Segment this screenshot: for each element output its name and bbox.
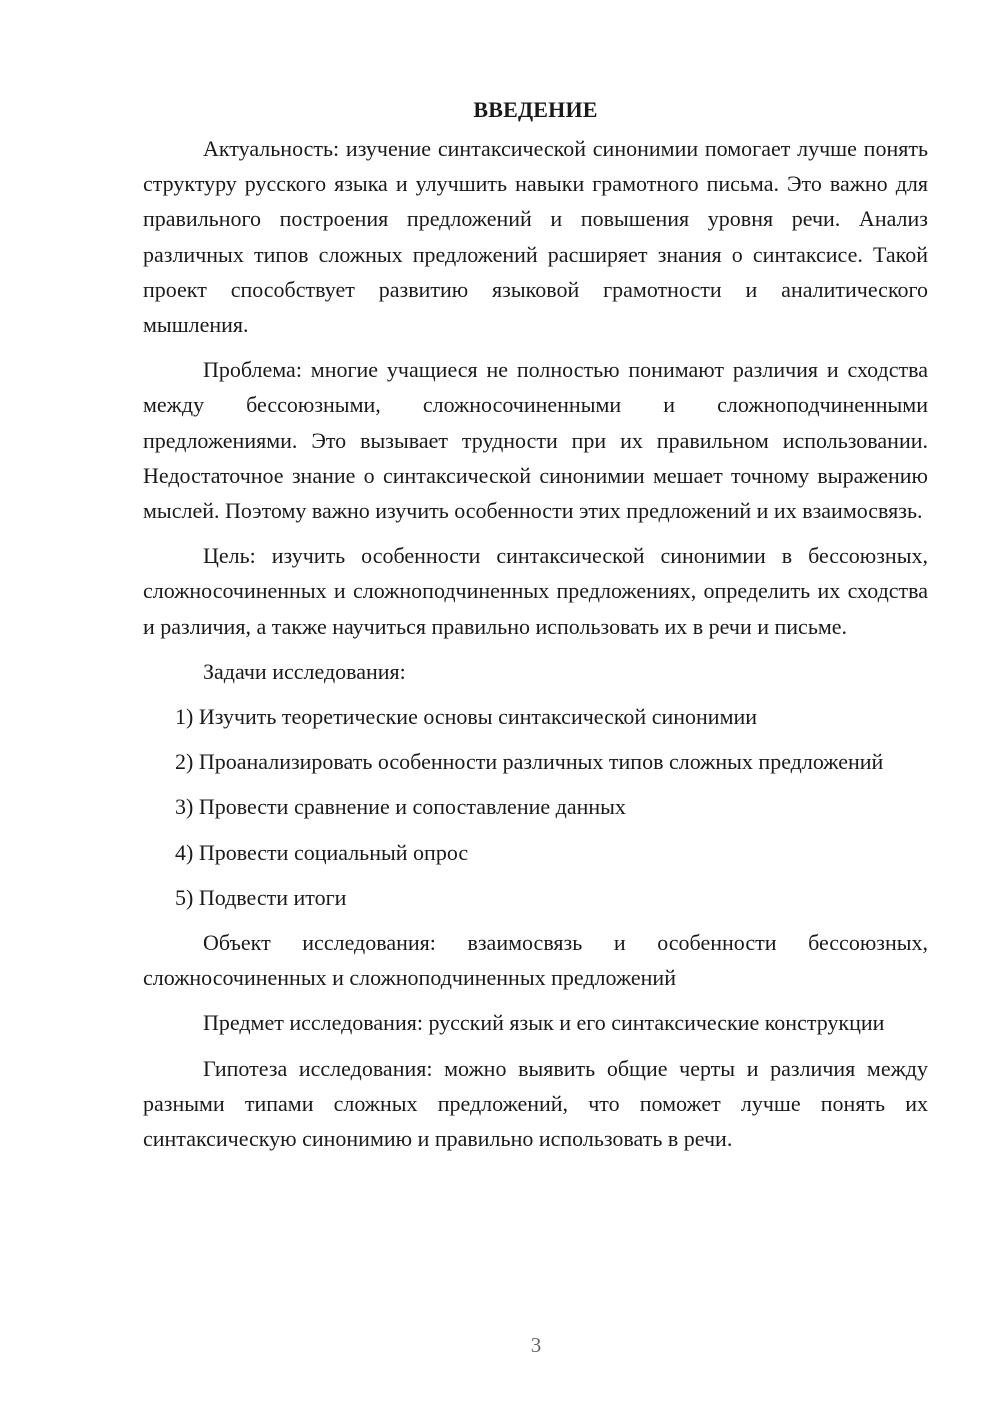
paragraph-hypothesis: Гипотеза исследования: можно выявить общие черты и различия между разными типами сложных предложений, что поможет лучше понять их синтаксическую синонимию и правильно использовать в речи. bbox=[143, 1055, 928, 1152]
task-item-5: 5) Подвести итоги bbox=[175, 884, 347, 910]
page-title: ВВЕДЕНИЕ bbox=[473, 97, 598, 122]
page-number: 3 bbox=[530, 1333, 542, 1357]
task-item-2: 2) Проанализировать особенности различных типов сложных предложений bbox=[175, 749, 884, 775]
paragraph-problem: Проблема: многие учащиеся не полностью понимают различия и сходства между бессоюзными, сложносочиненными и сложноподчиненными предложениями. Это вызывает трудности при их правильном использовании. Недостаточное знание о синтаксической синонимии мешает точному выражению мыслей. Поэтому важно изучить особенности этих предложений и их взаимосвязь. bbox=[143, 357, 928, 524]
paragraph-object: Объект исследования: взаимосвязь и особенности бессоюзных, сложносочиненных и сложноподчиненных предложений bbox=[143, 930, 928, 991]
document-page bbox=[143, 92, 928, 1166]
tasks-heading: Задачи исследования: bbox=[203, 658, 406, 684]
task-item-3: 3) Провести сравнение и сопоставление данных bbox=[175, 794, 626, 820]
task-item-4: 4) Провести социальный опрос bbox=[175, 839, 469, 865]
paragraph-goal: Цель: изучить особенности синтаксической синонимии в бессоюзных, сложносочиненных и сложноподчиненных предложениях, определить их сходства и различия, а также научиться правильно использовать их в речи и письме. bbox=[143, 543, 928, 639]
paragraph-subject: Предмет исследования: русский язык и его синтаксические конструкции bbox=[203, 1010, 885, 1036]
paragraph-relevance: Актуальность: изучение синтаксической синонимии помогает лучше понять структуру русского языка и улучшить навыки грамотного письма. Это важно для правильного построения предложений и повышения уровня речи. Анализ различных типов сложных предложений расширяет знания о синтаксисе. Такой проект способствует развитию языковой грамотности и аналитического мышления. bbox=[143, 136, 928, 338]
task-item-1: 1) Изучить теоретические основы синтаксической синонимии bbox=[175, 704, 758, 730]
